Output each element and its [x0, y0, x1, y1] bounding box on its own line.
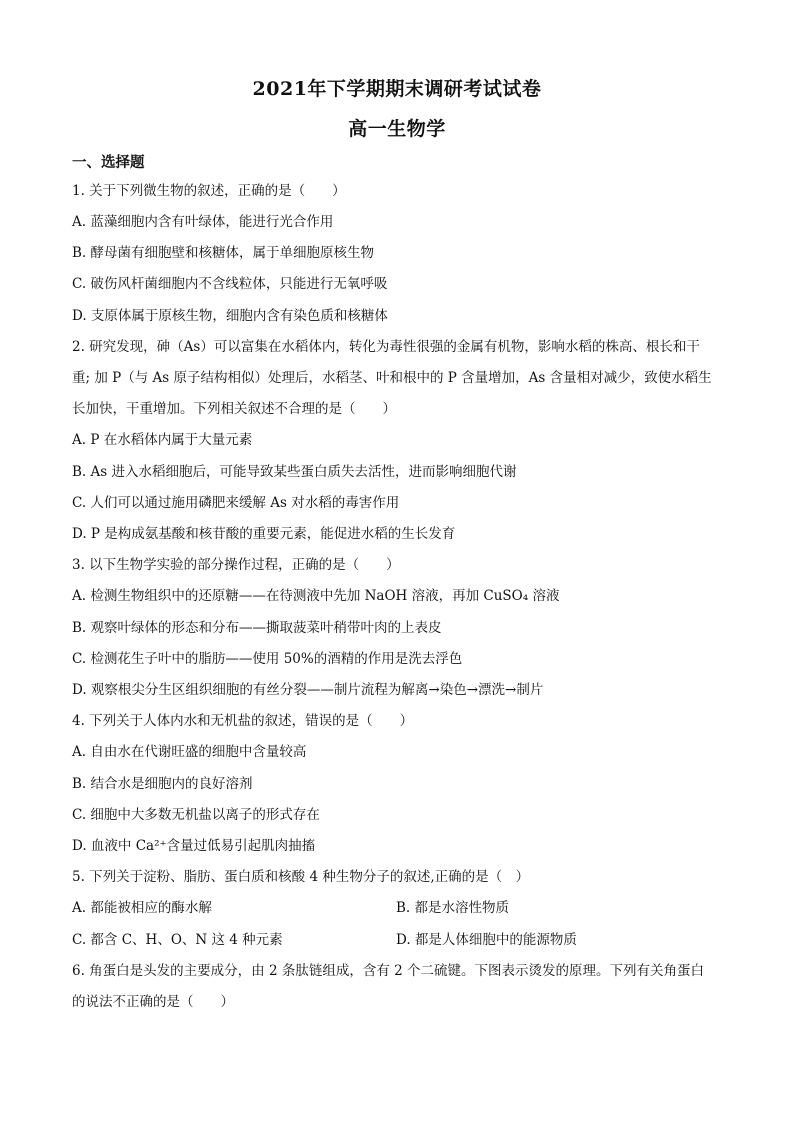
question-4-stem: 4. 下列关于人体内水和无机盐的叙述，错误的是（ ）	[72, 713, 414, 729]
question-1-option-d: D. 支原体属于原核生物，细胞内含有染色质和核糖体	[72, 308, 388, 324]
question-5-option-c: C. 都含 C、H、O、N 这 4 种元素	[72, 932, 283, 948]
question-1-option-c: C. 破伤风杆菌细胞内不含线粒体，只能进行无氧呼吸	[72, 276, 388, 292]
question-5-option-d: D. 都是人体细胞中的能源物质	[396, 932, 577, 948]
exam-title: 2021年下学期期末调研考试试卷	[252, 78, 542, 100]
question-3-stem: 3. 以下生物学实验的部分操作过程，正确的是（ ）	[72, 557, 400, 573]
question-5-option-b: B. 都是水溶性物质	[396, 900, 510, 916]
section-heading: 一、选择题	[72, 154, 145, 171]
question-2-option-a: A. P 在水稻体内属于大量元素	[72, 432, 253, 448]
question-3-option-d: D. 观察根尖分生区组织细胞的有丝分裂——制片流程为解离→染色→漂洗→制片	[72, 682, 544, 698]
question-5-stem: 5. 下列关于淀粉、脂肪、蛋白质和核酸 4 种生物分子的叙述,正确的是（ ）	[72, 869, 530, 885]
question-4-option-b: B. 结合水是细胞内的良好溶剂	[72, 776, 253, 792]
question-1-stem: 1. 关于下列微生物的叙述，正确的是（ ）	[72, 183, 346, 199]
question-1-option-a: A. 蓝藻细胞内含有叶绿体，能进行光合作用	[72, 214, 334, 230]
exam-subtitle: 高一生物学	[348, 118, 446, 140]
question-2-option-b: B. As 进入水稻细胞后，可能导致某些蛋白质失去活性，进而影响细胞代谢	[72, 464, 517, 480]
question-2-stem-line-2: 重; 加 P（与 As 原子结构相似）处理后，水稻茎、叶和根中的 P 含量增加，As 含量相对减少，致使水稻生	[72, 370, 712, 386]
question-4-option-c: C. 细胞中大多数无机盐以离子的形式存在	[72, 807, 320, 823]
question-3-option-b: B. 观察叶绿体的形态和分布——撕取菠菜叶稍带叶肉的上表皮	[72, 620, 442, 636]
question-2-option-c: C. 人们可以通过施用磷肥来缓解 As 对水稻的毒害作用	[72, 495, 400, 511]
question-6-stem-line-2: 的说法不正确的是（ ）	[72, 994, 234, 1010]
question-4-option-a: A. 自由水在代谢旺盛的细胞中含量较高	[72, 744, 307, 760]
question-2-stem-line-1: 2. 研究发现，砷（As）可以富集在水稻体内，转化为毒性很强的金属有机物，影响水稻的株高、根长和干	[72, 339, 700, 355]
question-6-stem-line-1: 6. 角蛋白是头发的主要成分，由 2 条肽链组成，含有 2 个二硫键。下图表示烫发的原理。下列有关角蛋白	[72, 963, 705, 979]
question-4-option-d: D. 血液中 Ca²⁺含量过低易引起肌肉抽搐	[72, 838, 316, 854]
question-3-option-c: C. 检测花生子叶中的脂肪——使用 50%的酒精的作用是洗去浮色	[72, 651, 463, 667]
question-2-stem-line-3: 长加快，干重增加。下列相关叙述不合理的是（ ）	[72, 401, 396, 417]
question-5-option-a: A. 都能被相应的酶水解	[72, 900, 212, 916]
question-1-option-b: B. 酵母菌有细胞壁和核糖体，属于单细胞原核生物	[72, 245, 375, 261]
question-3-option-a: A. 检测生物组织中的还原糖——在待测液中先加 NaOH 溶液，再加 CuSO₄ 溶液	[72, 588, 560, 604]
question-2-option-d: D. P 是构成氨基酸和核苷酸的重要元素，能促进水稻的生长发育	[72, 526, 456, 542]
